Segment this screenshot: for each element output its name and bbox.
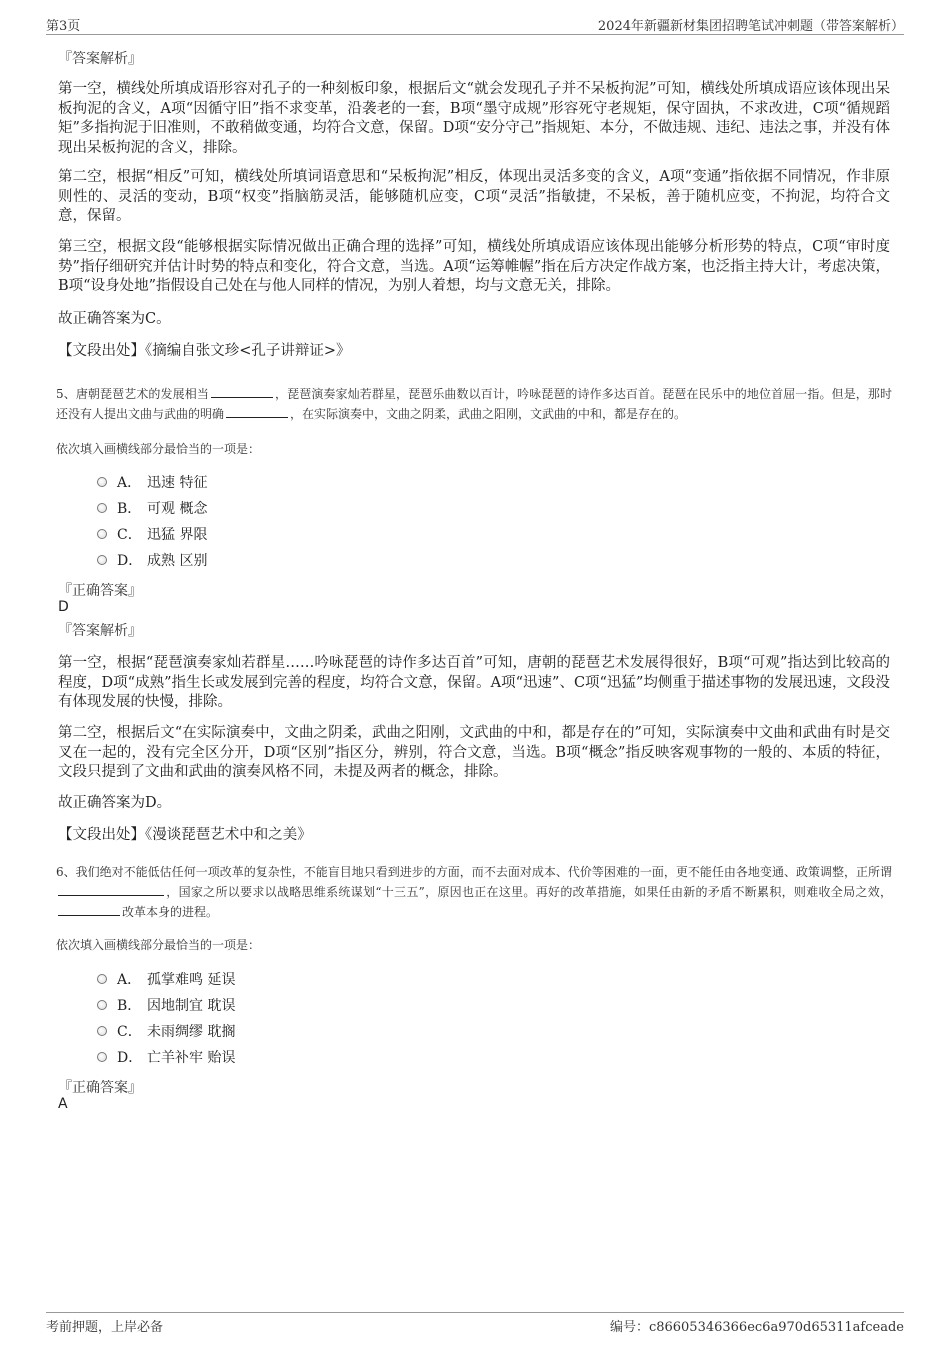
radio-icon[interactable]	[97, 503, 107, 513]
option-c[interactable]	[97, 1022, 235, 1042]
option-text: 亡羊补牢 贻误	[147, 1050, 236, 1066]
option-a[interactable]	[97, 473, 207, 493]
question-text	[56, 862, 892, 922]
option-letter: D．	[117, 1050, 143, 1066]
correct-answer-label: 『正确答案』	[58, 583, 142, 599]
option-d[interactable]	[97, 551, 207, 571]
radio-icon[interactable]	[97, 1026, 107, 1036]
option-letter: B．	[117, 501, 142, 517]
question-text-part: ，在实际演奏中，文曲之阴柔，武曲之阳刚，文武曲的中和，都是存在的。	[290, 407, 687, 421]
question-text	[56, 384, 892, 424]
option-text: 迅猛 界限	[147, 527, 208, 543]
correct-answer-label: 『正确答案』	[58, 1080, 142, 1096]
footer-slogan: 考前押题，上岸必备	[46, 1320, 164, 1335]
option-text: 未雨绸缪 耽搁	[147, 1024, 236, 1040]
fill-blank	[58, 883, 164, 896]
option-b[interactable]	[97, 499, 207, 519]
radio-icon[interactable]	[97, 1000, 107, 1010]
question-text-part: 改革本身的进程。	[122, 905, 219, 919]
conclusion: 故正确答案为D。	[58, 795, 172, 811]
option-text: 可观 概念	[147, 501, 208, 517]
option-b[interactable]	[97, 996, 235, 1016]
option-text: 孤掌难鸣 延误	[147, 972, 236, 988]
radio-icon[interactable]	[97, 529, 107, 539]
analysis-paragraph: 第二空，根据后文“在实际演奏中，文曲之阴柔，武曲之阳刚，文武曲的中和，都是存在的”可知，实际演奏中文曲和武曲有时是交叉在一起的，没有完全区分开，D项“区别”指区分，辨别，符合文意，当选。B项“概念”指反映客观事物的一般的、本质的特征，文段只提到了文曲和武曲的演奏风格不同，未提及两者的概念，排除。	[58, 725, 890, 780]
fill-blank	[211, 385, 273, 398]
correct-answer: D	[58, 599, 69, 615]
document-code: 编号：c86605346366ec6a970d65311afceade	[609, 1320, 904, 1335]
radio-icon[interactable]	[97, 1052, 107, 1062]
source-citation: 【文段出处】《漫谈琵琶艺术中和之美》	[58, 827, 312, 843]
page-footer	[46, 1312, 904, 1333]
option-c[interactable]	[97, 525, 207, 545]
option-text: 成熟 区别	[147, 553, 208, 569]
conclusion: 故正确答案为C。	[58, 311, 171, 327]
option-a[interactable]	[97, 970, 235, 990]
question-text-part: ，国家之所以要求以战略思维系统谋划“十三五”，原因也正在这里。再好的改革措施，如果任由新的矛盾不断累积，则难收全局之效，	[166, 885, 892, 899]
page-number: 第3页	[46, 19, 81, 34]
question-text-part: 6、我们绝对不能低估任何一项改革的复杂性，不能盲目地只看到进步的方面，而不去面对成本、代价等困难的一面，更不能任由各地变通、政策调整，正所谓	[56, 865, 892, 879]
option-letter: D．	[117, 553, 143, 569]
question-text-part: ，琵琶演奏家灿若群星，琵琶乐曲数以百计，吟咏琵琶的诗作多达百首。琵琶在民乐中的地位首屈一指。但是，那时还没有人提出文曲与武曲的明确	[56, 387, 892, 421]
source-citation: 【文段出处】《摘编自张文珍<孔子讲辩证>》	[58, 343, 351, 359]
correct-answer: A	[58, 1096, 68, 1112]
question-prompt: 依次填入画横线部分最恰当的一项是：	[56, 442, 261, 456]
radio-icon[interactable]	[97, 477, 107, 487]
fill-blank	[58, 903, 120, 916]
option-text: 因地制宜 耽误	[147, 998, 236, 1014]
option-d[interactable]	[97, 1048, 235, 1068]
fill-blank	[226, 405, 288, 418]
radio-icon[interactable]	[97, 555, 107, 565]
analysis-paragraph: 第一空，横线处所填成语形容对孔子的一种刻板印象，根据后文“就会发现孔子并不呆板拘泥”可知，横线处所填成语应该体现出呆板拘泥的含义，A项“因循守旧”指不求变革，沿袭老的一套，B项“墨守成规”形容死守老规矩，保守固执，不求改进，C项“循规蹈矩”多指拘泥于旧准则，不敢稍做变通，均符合文意，保留。D项“安分守己”指规矩、本分，不做违规、违纪、违法之事，并没有体现出呆板拘泥的含义，排除。	[58, 81, 890, 156]
option-letter: C．	[117, 527, 142, 543]
page-header	[46, 14, 904, 35]
analysis-paragraph: 第三空，根据文段“能够根据实际情况做出正确合理的选择”可知，横线处所填成语应该体现出能够分析形势的特点，C项“审时度势”指仔细研究并估计时势的特点和变化，符合文意，当选。A项“运筹帷幄”指在后方决定作战方案，也泛指主持大计，考虑决策，B项“设身处地”指假设自己处在与他人同样的情况，为别人着想，均与文意无关，排除。	[58, 239, 890, 294]
analysis-paragraph: 第一空，根据“琵琶演奏家灿若群星……吟咏琵琶的诗作多达百首”可知，唐朝的琵琶艺术发展得很好，B项“可观”指达到比较高的程度，D项“成熟”指生长或发展到完善的程度，均符合文意，保留。A项“迅速”、C项“迅猛”均侧重于描述事物的发展迅速，文段没有体现发展的快慢，排除。	[58, 655, 890, 710]
analysis-label: 『答案解析』	[58, 623, 142, 639]
option-letter: A．	[117, 475, 142, 491]
question-prompt: 依次填入画横线部分最恰当的一项是：	[56, 938, 261, 952]
document-title: 2024年新疆新材集团招聘笔试冲刺题（带答案解析）	[597, 19, 904, 34]
option-letter: C．	[117, 1024, 142, 1040]
option-letter: B．	[117, 998, 142, 1014]
option-letter: A．	[117, 972, 142, 988]
option-text: 迅速 特征	[147, 475, 208, 491]
radio-icon[interactable]	[97, 974, 107, 984]
question-text-part: 5、唐朝琵琶艺术的发展相当	[56, 387, 209, 401]
analysis-paragraph: 第二空，根据“相反”可知，横线处所填词语意思和“呆板拘泥”相反，体现出灵活多变的含义，A项“变通”指依据不同情况，作非原则性的、灵活的变动，B项“权变”指脑筋灵活，能够随机应变，C项“灵活”指敏捷，不呆板，善于随机应变，不拘泥，均符合文意，保留。	[58, 169, 890, 224]
analysis-label: 『答案解析』	[58, 51, 142, 67]
